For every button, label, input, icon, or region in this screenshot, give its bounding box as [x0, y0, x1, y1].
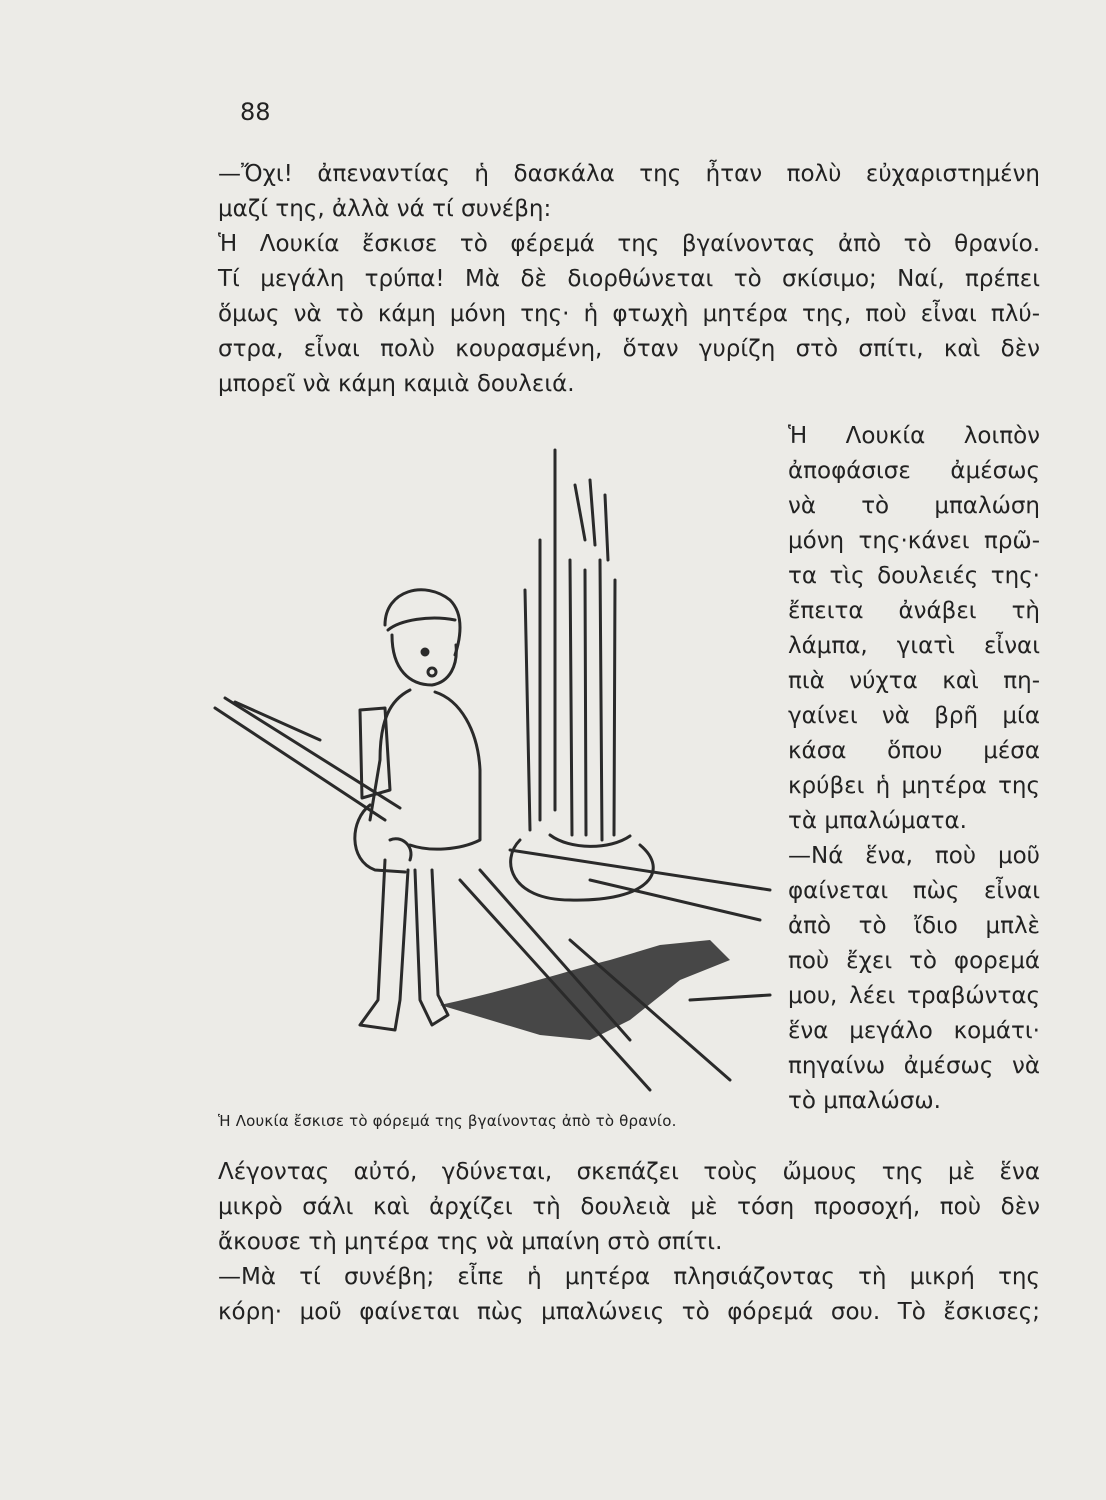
text-line: κόρη· μοῦ φαίνεται πὼς μπαλώνεις τὸ φόρεμά σου. Τὸ ἔσκισες; [218, 1299, 1040, 1325]
text-line: ἔπειτα ἀνάβει τὴ [788, 598, 1040, 624]
text-line: τὰ μπαλώματα. [788, 808, 967, 834]
text-line: ἀπὸ τὸ ἴδιο μπλὲ [788, 913, 1040, 939]
right-column-text [788, 419, 1040, 1119]
text-line: Ἡ Λουκία ἔσκισε τὸ φέρεμά της βγαίνοντας ἀπὸ τὸ θρανίο. [218, 231, 1040, 257]
text-line: λάμπα, γιατὶ εἶναι [788, 633, 1040, 659]
text-line: μου, λέει τραβώντας [788, 983, 1040, 1009]
illustration-caption: Ἡ Λουκία ἔσκισε τὸ φόρεμά της βγαίνοντας ἀπὸ τὸ θρανίο. [218, 1112, 677, 1130]
text-line: πιὰ νύχτα καὶ πη- [788, 668, 1040, 694]
text-line: φαίνεται πὼς εἶναι [788, 878, 1040, 904]
top-paragraphs [218, 157, 1040, 402]
bottom-paragraphs [218, 1155, 1040, 1330]
text-line: ποὺ ἔχει τὸ φορεμά [788, 948, 1040, 974]
text-line: μαζί της, ἀλλὰ νά τί συνέβη: [218, 196, 552, 222]
text-line: ἀποφάσισε ἀμέσως [788, 458, 1040, 484]
text-line: ἄκουσε τὴ μητέρα της νὰ μπαίνη στὸ σπίτι. [218, 1229, 723, 1255]
text-line: μικρὸ σάλι καὶ ἀρχίζει τὴ δουλειὰ μὲ τόση προσοχή, ποὺ δὲν [218, 1194, 1040, 1220]
illustration-girl-and-desk [210, 440, 775, 1110]
text-line: Ἡ Λουκία λοιπὸν [788, 423, 1040, 449]
text-line: κρύβει ἡ μητέρα της [788, 773, 1040, 799]
text-line: ὅμως νὰ τὸ κάμη μόνη της· ἡ φτωχὴ μητέρα της, ποὺ εἶναι πλύ- [218, 301, 1040, 327]
text-line: τα τὶς δουλειές της· [788, 563, 1040, 589]
text-line: πηγαίνω ἀμέσως νὰ [788, 1053, 1040, 1079]
text-line: —Μὰ τί συνέβη; εἶπε ἡ μητέρα πλησιάζοντας τὴ μικρή της [218, 1264, 1040, 1290]
text-line: ἕνα μεγάλο κομάτι· [788, 1018, 1040, 1044]
text-line: κάσα ὅπου μέσα [788, 738, 1040, 764]
text-line: μπορεῖ νὰ κάμη καμιὰ δουλειά. [218, 371, 575, 397]
text-line: Λέγοντας αὐτό, γδύνεται, σκεπάζει τοὺς ὤμους της μὲ ἕνα [218, 1159, 1040, 1185]
text-line: γαίνει νὰ βρῆ μία [788, 703, 1040, 729]
page-number: 88 [240, 98, 271, 126]
text-line: Τί μεγάλη τρύπα! Μὰ δὲ διορθώνεται τὸ σκίσιμο; Ναί, πρέπει [218, 266, 1040, 292]
text-line: —Ὄχι! ἀπεναντίας ἡ δασκάλα της ἦταν πολὺ εὐχαριστημένη [218, 161, 1040, 187]
text-line: νὰ τὸ μπαλώση [788, 493, 1040, 519]
text-line: μόνη της·κάνει πρῶ- [788, 528, 1040, 554]
text-line: στρα, εἶναι πολὺ κουρασμένη, ὅταν γυρίζη στὸ σπίτι, καὶ δὲν [218, 336, 1040, 362]
text-line: —Νά ἕνα, ποὺ μοῦ [788, 843, 1040, 869]
text-line: τὸ μπαλώσω. [788, 1088, 941, 1114]
